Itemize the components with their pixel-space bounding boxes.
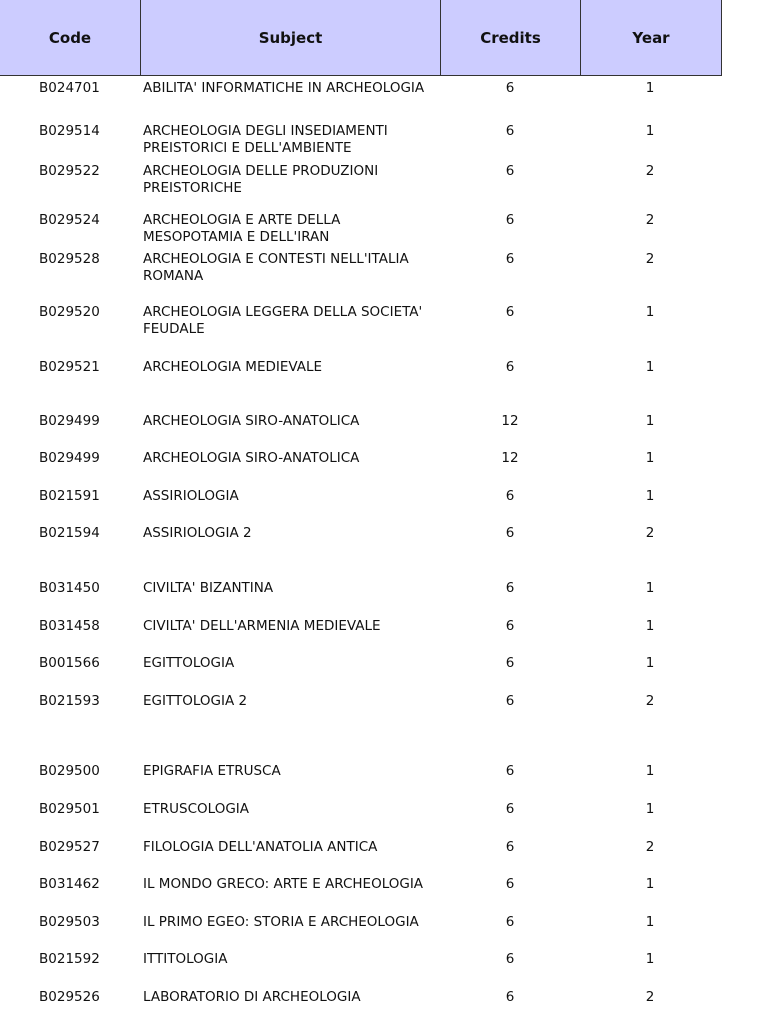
table-row bbox=[0, 801, 722, 841]
cell-code: B029500 bbox=[39, 763, 100, 779]
cell-year: 1 bbox=[645, 655, 655, 671]
cell-subject-line: ETRUSCOLOGIA bbox=[143, 801, 250, 817]
cell-code: B021592 bbox=[39, 951, 100, 967]
table-row bbox=[0, 580, 722, 620]
cell-subject-line: LABORATORIO DI ARCHEOLOGIA bbox=[143, 989, 361, 1005]
cell-subject bbox=[143, 212, 340, 246]
cell-subject-line: EGITTOLOGIA 2 bbox=[143, 693, 248, 709]
cell-year: 1 bbox=[645, 488, 655, 504]
cell-subject bbox=[143, 876, 423, 893]
cell-subject-line: ARCHEOLOGIA DELLE PRODUZIONI bbox=[143, 163, 379, 179]
cell-credits: 6 bbox=[505, 876, 515, 892]
table-row bbox=[0, 618, 722, 658]
cell-year: 1 bbox=[645, 914, 655, 930]
cell-subject-line: MESOPOTAMIA E DELL'IRAN bbox=[143, 229, 330, 245]
cell-subject-line: ITTITOLOGIA bbox=[143, 951, 228, 967]
cell-credits: 6 bbox=[505, 525, 515, 541]
cell-credits: 6 bbox=[505, 801, 515, 817]
cell-subject-line: PREISTORICI E DELL'AMBIENTE bbox=[143, 140, 352, 156]
cell-subject bbox=[143, 839, 377, 856]
table-row bbox=[0, 839, 722, 879]
column-header-code: Code bbox=[48, 28, 92, 47]
table-row bbox=[0, 304, 722, 344]
cell-year: 2 bbox=[645, 525, 655, 541]
cell-subject bbox=[143, 914, 419, 931]
cell-year: 1 bbox=[645, 618, 655, 634]
cell-year: 1 bbox=[645, 580, 655, 596]
cell-code: B029521 bbox=[39, 359, 100, 375]
cell-year: 1 bbox=[645, 801, 655, 817]
cell-credits: 6 bbox=[505, 163, 515, 179]
table-row bbox=[0, 413, 722, 453]
column-header-subject: Subject bbox=[140, 0, 440, 75]
cell-code: B029520 bbox=[39, 304, 100, 320]
cell-subject-line: ARCHEOLOGIA LEGGERA DELLA SOCIETA' bbox=[143, 304, 423, 320]
table-header bbox=[0, 0, 722, 76]
cell-credits: 6 bbox=[505, 693, 515, 709]
cell-subject-line: FEUDALE bbox=[143, 321, 205, 337]
cell-credits: 6 bbox=[505, 839, 515, 855]
cell-subject-line: ARCHEOLOGIA SIRO-ANATOLICA bbox=[143, 450, 360, 466]
cell-subject bbox=[143, 359, 322, 376]
cell-year: 1 bbox=[645, 876, 655, 892]
cell-subject bbox=[143, 450, 359, 467]
cell-credits: 6 bbox=[505, 251, 515, 267]
cell-code: B029503 bbox=[39, 914, 100, 930]
cell-subject-line: ARCHEOLOGIA SIRO-ANATOLICA bbox=[143, 413, 360, 429]
table-row bbox=[0, 359, 722, 399]
cell-year: 1 bbox=[645, 763, 655, 779]
cell-credits: 6 bbox=[505, 989, 515, 1005]
cell-subject-line: ASSIRIOLOGIA 2 bbox=[143, 525, 252, 541]
cell-year: 2 bbox=[645, 693, 655, 709]
cell-subject bbox=[143, 989, 361, 1006]
table-row bbox=[0, 80, 722, 120]
cell-year: 1 bbox=[645, 304, 655, 320]
cell-credits: 6 bbox=[505, 304, 515, 320]
cell-subject-line: IL MONDO GRECO: ARTE E ARCHEOLOGIA bbox=[143, 876, 424, 892]
cell-subject bbox=[143, 580, 273, 597]
cell-credits: 6 bbox=[505, 951, 515, 967]
cell-code: B021591 bbox=[39, 488, 100, 504]
table-row bbox=[0, 251, 722, 291]
cell-year: 2 bbox=[645, 212, 655, 228]
cell-subject bbox=[143, 123, 388, 157]
cell-credits: 12 bbox=[501, 450, 519, 466]
cell-code: B029522 bbox=[39, 163, 100, 179]
cell-subject-line: CIVILTA' BIZANTINA bbox=[143, 580, 274, 596]
column-header-year: Year bbox=[580, 0, 721, 75]
cell-code: B021593 bbox=[39, 693, 100, 709]
cell-year: 1 bbox=[645, 123, 655, 139]
cell-subject bbox=[143, 304, 422, 338]
table-row bbox=[0, 914, 722, 954]
cell-year: 1 bbox=[645, 413, 655, 429]
cell-credits: 6 bbox=[505, 488, 515, 504]
cell-subject bbox=[143, 413, 359, 430]
cell-subject-line: ARCHEOLOGIA E ARTE DELLA bbox=[143, 212, 341, 228]
cell-subject-line: ARCHEOLOGIA MEDIEVALE bbox=[143, 359, 323, 375]
cell-credits: 6 bbox=[505, 123, 515, 139]
cell-credits: 6 bbox=[505, 80, 515, 96]
cell-subject-line: ABILITA' INFORMATICHE IN ARCHEOLOGIA bbox=[143, 80, 425, 96]
table-row bbox=[0, 488, 722, 528]
table-row bbox=[0, 763, 722, 803]
column-header-credits: Credits bbox=[440, 0, 580, 75]
cell-subject bbox=[143, 251, 409, 285]
cell-subject bbox=[143, 801, 249, 818]
cell-credits: 6 bbox=[505, 618, 515, 634]
cell-credits: 6 bbox=[505, 580, 515, 596]
cell-code: B024701 bbox=[39, 80, 100, 96]
cell-code: B031450 bbox=[39, 580, 100, 596]
cell-subject bbox=[143, 488, 239, 505]
cell-subject-line: IL PRIMO EGEO: STORIA E ARCHEOLOGIA bbox=[143, 914, 419, 930]
cell-year: 2 bbox=[645, 839, 655, 855]
table-row bbox=[0, 123, 722, 163]
cell-subject-line: ASSIRIOLOGIA bbox=[143, 488, 239, 504]
cell-subject-line: CIVILTA' DELL'ARMENIA MEDIEVALE bbox=[143, 618, 381, 634]
cell-code: B029499 bbox=[39, 413, 100, 429]
table-row bbox=[0, 655, 722, 695]
cell-credits: 6 bbox=[505, 763, 515, 779]
table-row bbox=[0, 525, 722, 565]
cell-subject bbox=[143, 951, 227, 968]
cell-subject bbox=[143, 80, 424, 97]
cell-code: B029499 bbox=[39, 450, 100, 466]
table-row bbox=[0, 951, 722, 991]
cell-subject bbox=[143, 525, 252, 542]
cell-code: B029526 bbox=[39, 989, 100, 1005]
table-row bbox=[0, 450, 722, 490]
cell-credits: 6 bbox=[505, 655, 515, 671]
cell-subject-line: ARCHEOLOGIA E CONTESTI NELL'ITALIA bbox=[143, 251, 409, 267]
cell-year: 1 bbox=[645, 951, 655, 967]
cell-code: B029528 bbox=[39, 251, 100, 267]
cell-year: 1 bbox=[645, 359, 655, 375]
cell-subject bbox=[143, 693, 247, 710]
cell-credits: 6 bbox=[505, 212, 515, 228]
cell-code: B029501 bbox=[39, 801, 100, 817]
cell-subject-line: EPIGRAFIA ETRUSCA bbox=[143, 763, 281, 779]
table-row bbox=[0, 163, 722, 203]
cell-code: B021594 bbox=[39, 525, 100, 541]
cell-credits: 6 bbox=[505, 914, 515, 930]
cell-credits: 6 bbox=[505, 359, 515, 375]
cell-code: B029524 bbox=[39, 212, 100, 228]
cell-subject-line: ARCHEOLOGIA DEGLI INSEDIAMENTI bbox=[143, 123, 388, 139]
cell-year: 2 bbox=[645, 989, 655, 1005]
cell-code: B031458 bbox=[39, 618, 100, 634]
table-row bbox=[0, 212, 722, 252]
table-row bbox=[0, 693, 722, 733]
cell-year: 1 bbox=[645, 450, 655, 466]
cell-subject-line: FILOLOGIA DELL'ANATOLIA ANTICA bbox=[143, 839, 378, 855]
cell-subject-line: EGITTOLOGIA bbox=[143, 655, 235, 671]
cell-code: B029514 bbox=[39, 123, 100, 139]
cell-subject-line: PREISTORICHE bbox=[143, 180, 242, 196]
cell-code: B001566 bbox=[39, 655, 100, 671]
cell-year: 2 bbox=[645, 163, 655, 179]
cell-subject bbox=[143, 163, 378, 197]
cell-code: B029527 bbox=[39, 839, 100, 855]
cell-subject-line: ROMANA bbox=[143, 268, 204, 284]
cell-subject bbox=[143, 618, 381, 635]
cell-credits: 12 bbox=[501, 413, 519, 429]
cell-year: 2 bbox=[645, 251, 655, 267]
cell-code: B031462 bbox=[39, 876, 100, 892]
cell-subject bbox=[143, 655, 234, 672]
cell-subject bbox=[143, 763, 281, 780]
table-row bbox=[0, 989, 722, 1029]
cell-year: 1 bbox=[645, 80, 655, 96]
table-row bbox=[0, 876, 722, 916]
